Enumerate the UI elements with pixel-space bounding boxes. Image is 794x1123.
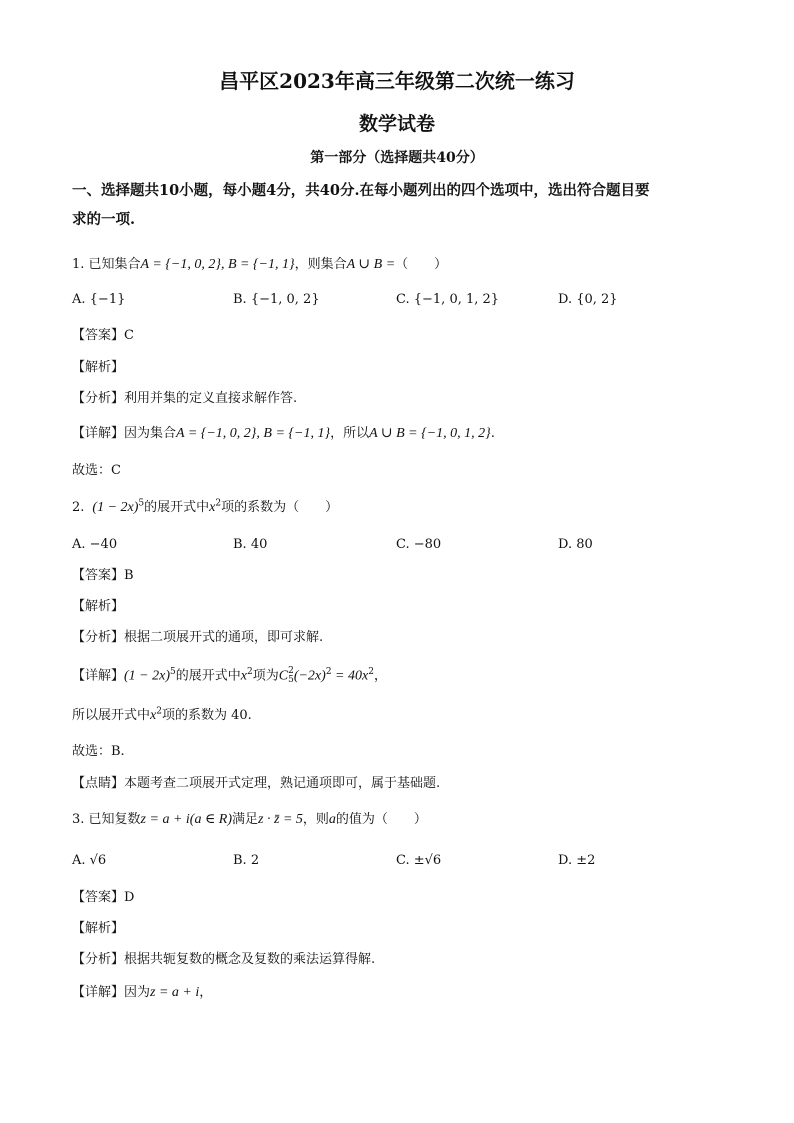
q3-cond: (a ∈ R) bbox=[189, 812, 233, 827]
q1-stem bbox=[72, 257, 447, 273]
q2-detail-formula-rest-exp: 2 bbox=[325, 667, 332, 678]
q3-stem-c: ，则 bbox=[302, 812, 329, 827]
q2-detail-formula-sub: 5 bbox=[288, 675, 294, 685]
q3-detail-a: 【详解】因为 bbox=[72, 985, 151, 1000]
q2-option-d: D. 80 bbox=[558, 537, 593, 552]
q2-detail-formula-rest: (−2x) bbox=[293, 668, 326, 684]
q1-detail bbox=[72, 426, 495, 442]
q2-detail-term-exp: 2 bbox=[246, 667, 253, 678]
q1-detail-math2: A ∪ B = {−1, 0, 1, 2} bbox=[369, 426, 491, 441]
q2-option-a: A. −40 bbox=[72, 537, 118, 552]
q2-detail bbox=[72, 667, 387, 685]
q2-conclusion: 故选：B. bbox=[72, 744, 125, 759]
q2-term: x bbox=[209, 500, 216, 515]
q3-stem-d: 的值为（ ） bbox=[335, 812, 427, 827]
q1-option-d: D. {0, 2} bbox=[558, 292, 618, 307]
q1-stem-c: （ ） bbox=[395, 257, 448, 272]
q1-answer: 【答案】C bbox=[72, 328, 134, 343]
q2-line2 bbox=[72, 708, 252, 724]
q3-stem bbox=[72, 812, 427, 828]
q3-stem-a: 3. 已知复数 bbox=[72, 812, 141, 827]
q3-option-c: C. ±√6 bbox=[396, 853, 442, 868]
q1-union: A ∪ B = bbox=[346, 257, 396, 272]
q2-term-exp: 2 bbox=[215, 498, 222, 509]
q2-expr: (1 − 2x) bbox=[92, 500, 139, 515]
q2-stem bbox=[72, 500, 338, 516]
q1-option-a: A. {−1} bbox=[72, 292, 126, 307]
q2-detail-formula-sup: 2 bbox=[288, 666, 294, 676]
q3-stem-b: 满足 bbox=[232, 812, 259, 827]
q2-line2-exp: 2 bbox=[156, 706, 162, 717]
q2-detail-d: ， bbox=[373, 668, 387, 684]
q3-product: z · z̄ = 5 bbox=[258, 812, 303, 827]
q2-detail-formula-eq: = 40x bbox=[331, 668, 369, 684]
q3-answer: 【答案】D bbox=[72, 890, 135, 905]
q2-option-c: C. −80 bbox=[396, 537, 442, 552]
q2-detail-a: 【详解】 bbox=[72, 668, 125, 684]
q2-stem-a: 2. bbox=[72, 500, 85, 515]
q2-jiexi: 【解析】 bbox=[72, 599, 125, 614]
q2-detail-c: 项为 bbox=[252, 668, 279, 684]
q2-line2-b: 项的系数为 40. bbox=[161, 708, 252, 723]
q3-option-a: A. √6 bbox=[72, 853, 107, 868]
q2-line2-term: x bbox=[150, 708, 157, 723]
q1-jiexi: 【解析】 bbox=[72, 360, 125, 375]
q2-stem-c: 项的系数为（ ） bbox=[221, 500, 339, 515]
q1-set-def: A = {−1, 0, 2}, B = {−1, 1} bbox=[140, 257, 295, 272]
q2-fenxi: 【分析】根据二项展开式的通项，即可求解. bbox=[72, 630, 324, 645]
q2-expr-exp: 5 bbox=[138, 498, 145, 509]
q1-detail-math: A = {−1, 0, 2}, B = {−1, 1} bbox=[176, 426, 331, 441]
q2-detail-b: 的展开式中 bbox=[175, 668, 241, 684]
q1-stem-a: 1. 已知集合 bbox=[72, 257, 141, 272]
q2-option-b: B. 40 bbox=[233, 537, 268, 552]
q3-detail bbox=[72, 985, 212, 1001]
q3-a-var: a bbox=[328, 812, 336, 827]
q2-detail-term: x bbox=[240, 668, 247, 684]
q1-stem-b: ，则集合 bbox=[294, 257, 347, 272]
q2-detail-expr-exp: 5 bbox=[170, 667, 176, 678]
q2-line2-a: 所以展开式中 bbox=[72, 708, 151, 723]
q2-dianjing: 【点睛】本题考查二项展开式定理，熟记通项即可，属于基础题. bbox=[72, 776, 441, 791]
q3-jiexi: 【解析】 bbox=[72, 921, 125, 936]
part-title: 第一部分（选择题共40分） bbox=[310, 150, 484, 166]
q3-fenxi: 【分析】根据共轭复数的概念及复数的乘法运算得解. bbox=[72, 952, 376, 967]
q1-option-c: C. {−1, 0, 1, 2} bbox=[396, 292, 500, 307]
q3-option-b: B. 2 bbox=[233, 853, 260, 868]
q2-detail-expr: (1 − 2x) bbox=[124, 668, 171, 684]
q3-detail-b: ， bbox=[199, 985, 213, 1000]
q1-fenxi: 【分析】利用并集的定义直接求解作答. bbox=[72, 391, 298, 406]
q3-z-def: z = a + i bbox=[140, 812, 190, 827]
q3-detail-math: z = a + i bbox=[150, 985, 200, 1000]
q2-stem-b: 的展开式中 bbox=[144, 500, 210, 515]
q1-detail-a: 【详解】因为集合 bbox=[72, 426, 177, 441]
q2-detail-formula: C bbox=[278, 668, 289, 684]
section-intro-line2: 求的一项. bbox=[72, 211, 136, 228]
q1-detail-b: ，所以 bbox=[330, 426, 370, 441]
q2-answer: 【答案】B bbox=[72, 568, 134, 583]
q3-option-d: D. ±2 bbox=[558, 853, 596, 868]
section-intro-line1: 一、选择题共10小题，每小题4分，共40分.在每小题列出的四个选项中，选出符合题目要 bbox=[72, 182, 650, 199]
q1-option-b: B. {−1, 0, 2} bbox=[233, 292, 320, 307]
subject-title: 数学试卷 bbox=[358, 113, 435, 135]
q2-detail-formula-eq-exp: 2 bbox=[368, 667, 374, 678]
exam-title: 昌平区2023年高三年级第二次统一练习 bbox=[219, 69, 575, 93]
q1-conclusion: 故选：C bbox=[72, 463, 121, 478]
q1-detail-c: . bbox=[490, 426, 495, 441]
